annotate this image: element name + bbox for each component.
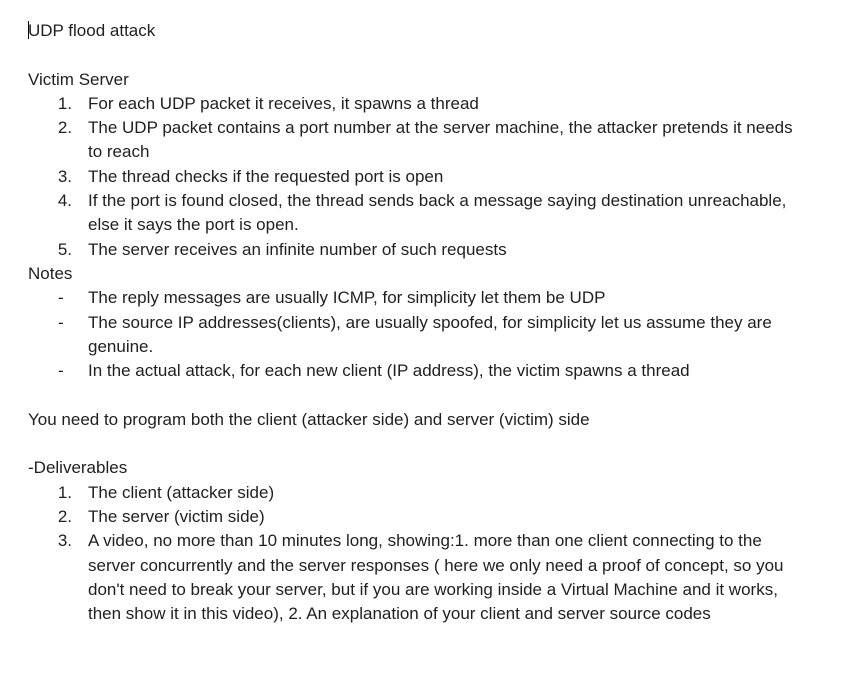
notes-heading: Notes xyxy=(28,263,73,283)
list-item-text: The reply messages are usually ICMP, for simplicity let them be UDP xyxy=(88,288,606,308)
victim-server-heading: Victim Server xyxy=(28,69,129,89)
list-item-text: The UDP packet contains a port number at the server machine, the attacker pretends it needs to reach xyxy=(88,118,793,162)
list-item xyxy=(28,505,808,529)
list-number: 3. xyxy=(57,166,72,186)
program-instruction: You need to program both the client (attacker side) and server (victim) side xyxy=(28,409,590,429)
document-title: UDP flood attack xyxy=(28,21,156,40)
list-item-text: In the actual attack, for each new client (IP address), the victim spawns a thread xyxy=(88,361,690,381)
deliverables-list xyxy=(28,481,838,627)
list-number: 2. xyxy=(57,506,72,526)
list-item-text: For each UDP packet it receives, it spawns a thread xyxy=(88,93,479,113)
list-item xyxy=(28,286,808,310)
list-item-text: The server receives an infinite number of such requests xyxy=(88,239,507,259)
list-item xyxy=(28,359,808,383)
deliverables-heading: -Deliverables xyxy=(28,458,128,478)
dash-bullet: - xyxy=(58,288,64,308)
list-item-text: The thread checks if the requested port is open xyxy=(88,166,444,186)
list-item-text: If the port is found closed, the thread sends back a message saying destination unreachable, else it says the port is open. xyxy=(88,191,787,235)
list-number: 1. xyxy=(57,482,72,502)
dash-bullet: - xyxy=(58,312,64,332)
list-item xyxy=(28,189,808,238)
list-item-text: A video, no more than 10 minutes long, showing:1. more than one client connecting to the server concurrently and the server responses ( here we only need a proof of concept, so you don't need to break your server, but if you are working inside a Virtual Machine and it works, then show it in this video), 2. An explanation of your client and server source codes xyxy=(88,531,784,624)
list-item-text: The server (victim side) xyxy=(88,506,265,526)
list-number: 3. xyxy=(57,531,72,551)
blank-line xyxy=(28,43,838,67)
blank-line xyxy=(28,383,838,407)
list-item xyxy=(28,481,808,505)
dash-bullet: - xyxy=(58,361,64,381)
notes-list xyxy=(28,286,838,383)
list-item xyxy=(28,311,808,360)
list-item xyxy=(28,92,808,116)
list-item-text: The client (attacker side) xyxy=(88,482,275,502)
list-item-text: The source IP addresses(clients), are usually spoofed, for simplicity let us assume they are genuine. xyxy=(88,312,772,356)
list-item xyxy=(28,529,808,626)
list-number: 5. xyxy=(57,239,72,259)
list-item xyxy=(28,238,808,262)
list-item xyxy=(28,165,808,189)
blank-line xyxy=(28,432,838,456)
list-number: 2. xyxy=(57,118,72,138)
victim-server-list xyxy=(28,92,838,262)
document-body[interactable] xyxy=(28,19,838,626)
list-item xyxy=(28,116,808,165)
list-number: 1. xyxy=(57,93,72,113)
list-number: 4. xyxy=(57,191,72,211)
